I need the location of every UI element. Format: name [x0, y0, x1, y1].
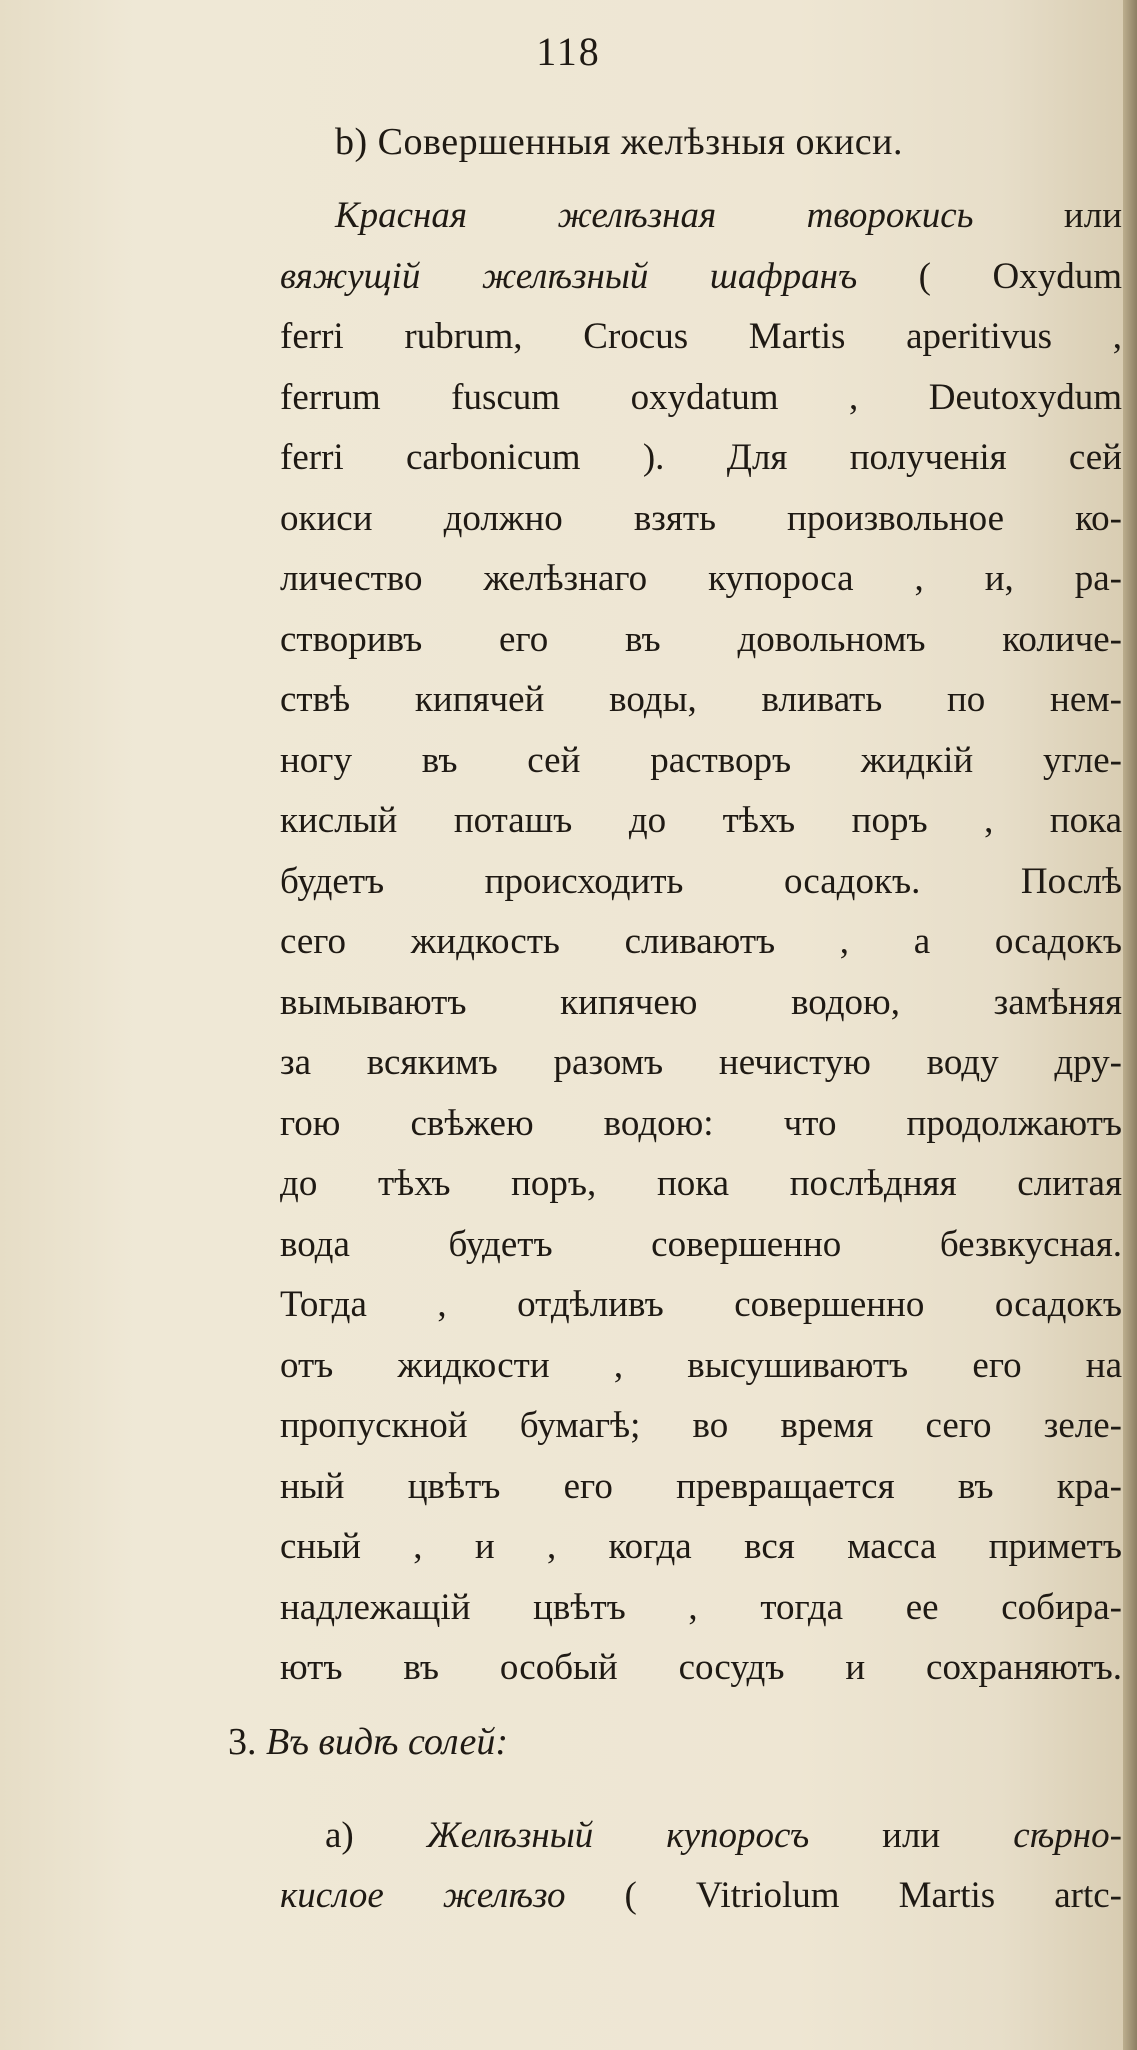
paragraph-line	[280, 731, 1122, 791]
item-text: сѣрно-	[1013, 1815, 1122, 1856]
paragraph-line	[280, 1457, 1122, 1517]
paragraph-line	[280, 1638, 1122, 1698]
item-text: кислое желѣзо	[280, 1875, 566, 1916]
section-heading: b) Совершенныя желѣзныя окиси.	[335, 121, 903, 163]
paragraph-text: будетъ происходить осадокъ. Послѣ	[280, 860, 1122, 902]
paragraph-text: ный цвѣтъ его превращается въ кра-	[280, 1465, 1122, 1507]
paragraph-line	[280, 1396, 1122, 1456]
paragraph-text: надлежащій цвѣтъ , тогда ее собира-	[280, 1586, 1122, 1628]
paragraph-line	[280, 368, 1122, 428]
paragraph-line	[280, 489, 1122, 549]
page-number: 118	[536, 29, 601, 74]
paragraph-line	[280, 1578, 1122, 1638]
paragraph-text: створивъ его въ довольномъ количе-	[280, 618, 1122, 660]
paragraph-line	[280, 791, 1122, 851]
paragraph-text: ютъ въ особый сосудъ и сохраняютъ.	[280, 1647, 1122, 1688]
paragraph-line	[280, 307, 1122, 367]
paragraph-line	[280, 610, 1122, 670]
item-text: или	[809, 1815, 1014, 1856]
paragraph-text: вода будетъ совершенно безвкусная.	[280, 1223, 1122, 1265]
paragraph-text: до тѣхъ поръ, пока послѣдняя слитая	[280, 1163, 1122, 1204]
paragraph-line	[280, 1154, 1122, 1214]
paragraph-text: ferri rubrum, Crocus Martis aperitivus ,	[280, 316, 1122, 357]
paragraph-text: Красная желѣзная творокись	[335, 195, 974, 236]
paragraph-text: ferri carbonicum ). Для полученія сей	[280, 437, 1122, 478]
paragraph-line	[280, 1275, 1122, 1335]
paragraph-text: ногу въ сей растворъ жидкій угле-	[280, 739, 1122, 781]
paragraph-text: кислый поташъ до тѣхъ поръ , пока	[280, 800, 1122, 841]
paragraph-line	[335, 186, 1122, 246]
item-text: Желѣзный купоросъ	[426, 1815, 810, 1856]
paragraph-text: вяжущій желѣзный шафранъ	[280, 255, 858, 297]
paragraph-line	[280, 973, 1122, 1033]
paragraph-line	[280, 549, 1122, 609]
paragraph-text: гою свѣжею водою: что продолжаютъ	[280, 1102, 1122, 1144]
item-text: ( Vitriolum Martis artc-	[565, 1875, 1122, 1916]
page-gutter-shadow	[1123, 0, 1137, 2050]
paragraph-line	[280, 1517, 1122, 1577]
paragraph-text: ( Oxydum	[857, 255, 1122, 297]
item-text: a)	[325, 1815, 427, 1856]
paragraph-line	[280, 247, 1122, 307]
paragraph-text: ferrum fuscum oxydatum , Deutoxydum	[280, 376, 1122, 418]
paragraph-text: личество желѣзнаго купороса , и, ра-	[280, 558, 1122, 599]
paragraph-text: за всякимъ разомъ нечистую воду дру-	[280, 1042, 1122, 1083]
paragraph-line	[280, 1215, 1122, 1275]
paragraph-line	[280, 1336, 1122, 1396]
paragraph-text: вымываютъ кипячею водою, замѣняя	[280, 981, 1122, 1023]
item-line	[325, 1806, 1122, 1866]
paragraph-text: сный , и , когда вся масса приметъ	[280, 1526, 1122, 1567]
paragraph-text: отъ жидкости , высушиваютъ его на	[280, 1344, 1122, 1386]
paragraph-text: Тогда , отдѣливъ совершенно осадокъ	[280, 1284, 1122, 1325]
subsection-number: 3.	[228, 1721, 257, 1763]
subsection-title: Въ видѣ солей:	[266, 1721, 509, 1763]
paragraph-text: сего жидкость сливаютъ , а осадокъ	[280, 921, 1122, 962]
paragraph-line	[280, 670, 1122, 730]
paragraph-line	[280, 1033, 1122, 1093]
paragraph-text: или	[973, 195, 1122, 236]
paragraph-line	[280, 852, 1122, 912]
item-line	[280, 1866, 1122, 1926]
paragraph-text: окиси должно взять произвольное ко-	[280, 497, 1122, 539]
paragraph-text: пропускной бумагѣ; во время сего зеле-	[280, 1405, 1122, 1446]
paragraph-line	[280, 428, 1122, 488]
subsection-heading	[228, 1720, 508, 1764]
paragraph-text: ствѣ кипячей воды, вливать по нем-	[280, 679, 1122, 720]
paragraph-line	[280, 1094, 1122, 1154]
paragraph-line	[280, 912, 1122, 972]
